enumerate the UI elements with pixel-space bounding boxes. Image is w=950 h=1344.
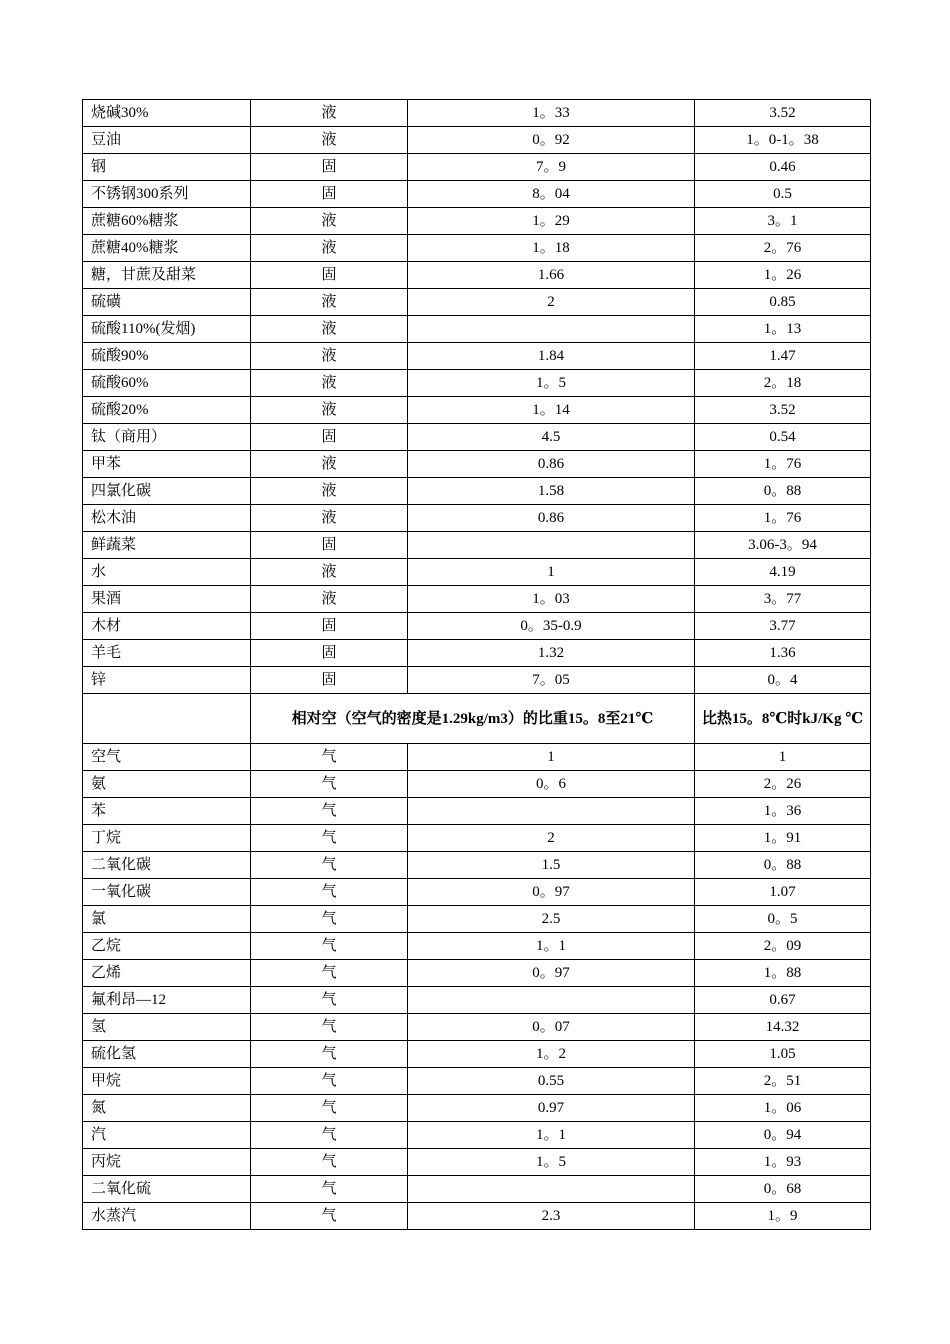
cell-specific-gravity: 4.5 (408, 424, 695, 451)
cell-specific-heat: 2。76 (695, 235, 871, 262)
header-cell-specific-heat: 比热15。8℃时kJ/Kg ℃ (695, 694, 871, 744)
cell-state: 固 (251, 667, 408, 694)
cell-material: 硫磺 (83, 289, 251, 316)
cell-specific-heat: 1 (695, 744, 871, 771)
cell-material: 硫酸90% (83, 343, 251, 370)
cell-specific-heat: 3.06-3。94 (695, 532, 871, 559)
table-row (83, 1122, 871, 1149)
cell-specific-heat: 3。77 (695, 586, 871, 613)
table-row (83, 532, 871, 559)
table-row (83, 879, 871, 906)
cell-specific-gravity: 1。33 (408, 100, 695, 127)
cell-specific-gravity: 1。29 (408, 208, 695, 235)
cell-specific-gravity: 0.86 (408, 505, 695, 532)
cell-material: 空气 (83, 744, 251, 771)
cell-specific-gravity: 1。1 (408, 933, 695, 960)
cell-specific-gravity: 1。2 (408, 1041, 695, 1068)
cell-state: 液 (251, 586, 408, 613)
table-row (83, 933, 871, 960)
cell-specific-gravity: 0.55 (408, 1068, 695, 1095)
cell-specific-gravity: 2.3 (408, 1203, 695, 1230)
table-row (83, 154, 871, 181)
cell-state: 液 (251, 505, 408, 532)
cell-material: 鲜蔬菜 (83, 532, 251, 559)
cell-specific-gravity (408, 532, 695, 559)
cell-material: 钛（商用） (83, 424, 251, 451)
cell-specific-heat: 1。0-1。38 (695, 127, 871, 154)
cell-specific-heat: 3。1 (695, 208, 871, 235)
cell-specific-heat: 1.05 (695, 1041, 871, 1068)
cell-state: 气 (251, 933, 408, 960)
table-row (83, 1176, 871, 1203)
cell-material: 丙烷 (83, 1149, 251, 1176)
cell-specific-gravity (408, 316, 695, 343)
table-row (83, 987, 871, 1014)
cell-specific-gravity: 0。07 (408, 1014, 695, 1041)
table-row (83, 1041, 871, 1068)
cell-specific-heat: 0。4 (695, 667, 871, 694)
cell-state: 气 (251, 1176, 408, 1203)
cell-material: 蔗糖60%糖浆 (83, 208, 251, 235)
cell-specific-heat: 2。26 (695, 771, 871, 798)
table-row (83, 235, 871, 262)
cell-specific-heat: 0.5 (695, 181, 871, 208)
cell-specific-gravity: 1.66 (408, 262, 695, 289)
cell-specific-gravity: 1.58 (408, 478, 695, 505)
cell-state: 液 (251, 235, 408, 262)
table-row (83, 451, 871, 478)
table-row (83, 960, 871, 987)
cell-state: 气 (251, 906, 408, 933)
cell-specific-heat: 2。09 (695, 933, 871, 960)
cell-specific-heat: 0.67 (695, 987, 871, 1014)
cell-specific-heat: 0.85 (695, 289, 871, 316)
cell-specific-gravity: 1。03 (408, 586, 695, 613)
table-row (83, 1068, 871, 1095)
cell-specific-gravity: 1。1 (408, 1122, 695, 1149)
cell-material: 甲烷 (83, 1068, 251, 1095)
cell-state: 气 (251, 798, 408, 825)
cell-material: 羊毛 (83, 640, 251, 667)
header-cell-material (83, 694, 251, 744)
cell-specific-heat: 2。18 (695, 370, 871, 397)
cell-state: 气 (251, 1041, 408, 1068)
cell-material: 糖，甘蔗及甜菜 (83, 262, 251, 289)
cell-state: 液 (251, 208, 408, 235)
table-row (83, 852, 871, 879)
cell-specific-heat: 1.36 (695, 640, 871, 667)
table-row (83, 667, 871, 694)
cell-state: 液 (251, 289, 408, 316)
cell-specific-gravity: 0。6 (408, 771, 695, 798)
cell-specific-heat: 3.52 (695, 397, 871, 424)
cell-state: 固 (251, 613, 408, 640)
cell-specific-heat: 0。68 (695, 1176, 871, 1203)
table-row (83, 825, 871, 852)
table-row (83, 505, 871, 532)
cell-material: 水蒸汽 (83, 1203, 251, 1230)
cell-specific-gravity (408, 1176, 695, 1203)
table-row (83, 640, 871, 667)
cell-state: 固 (251, 640, 408, 667)
cell-material: 锌 (83, 667, 251, 694)
cell-material: 苯 (83, 798, 251, 825)
cell-state: 固 (251, 262, 408, 289)
table-row (83, 1095, 871, 1122)
cell-specific-heat: 1.47 (695, 343, 871, 370)
cell-specific-gravity (408, 987, 695, 1014)
cell-state: 液 (251, 478, 408, 505)
cell-specific-gravity: 0。97 (408, 960, 695, 987)
cell-material: 一氧化碳 (83, 879, 251, 906)
cell-material: 硫酸110%(发烟) (83, 316, 251, 343)
cell-material: 氟利昂—12 (83, 987, 251, 1014)
cell-specific-heat: 4.19 (695, 559, 871, 586)
cell-specific-heat: 1。36 (695, 798, 871, 825)
table-section-header (83, 694, 871, 744)
cell-material: 烧碱30% (83, 100, 251, 127)
cell-specific-heat: 3.77 (695, 613, 871, 640)
table-row (83, 424, 871, 451)
table-row (83, 397, 871, 424)
cell-specific-gravity: 1。18 (408, 235, 695, 262)
cell-material: 硫酸60% (83, 370, 251, 397)
cell-state: 液 (251, 397, 408, 424)
cell-specific-gravity: 1.84 (408, 343, 695, 370)
cell-specific-heat: 1。9 (695, 1203, 871, 1230)
cell-state: 气 (251, 1149, 408, 1176)
table-row (83, 586, 871, 613)
table-row (83, 1149, 871, 1176)
cell-state: 气 (251, 1122, 408, 1149)
table-row (83, 1203, 871, 1230)
cell-specific-heat: 1.07 (695, 879, 871, 906)
cell-specific-heat: 2。51 (695, 1068, 871, 1095)
cell-specific-heat: 1。76 (695, 505, 871, 532)
cell-specific-heat: 1。13 (695, 316, 871, 343)
cell-specific-gravity: 2 (408, 289, 695, 316)
cell-material: 乙烷 (83, 933, 251, 960)
cell-specific-heat: 1。88 (695, 960, 871, 987)
cell-state: 气 (251, 852, 408, 879)
cell-state: 固 (251, 154, 408, 181)
cell-material: 汽 (83, 1122, 251, 1149)
table-body-top (83, 100, 871, 694)
cell-material: 乙烯 (83, 960, 251, 987)
cell-material: 木材 (83, 613, 251, 640)
cell-state: 气 (251, 1014, 408, 1041)
cell-material: 硫化氢 (83, 1041, 251, 1068)
cell-specific-gravity: 8。04 (408, 181, 695, 208)
cell-state: 气 (251, 987, 408, 1014)
cell-material: 二氧化硫 (83, 1176, 251, 1203)
table-row (83, 262, 871, 289)
cell-specific-gravity: 0.97 (408, 1095, 695, 1122)
cell-specific-heat: 1。91 (695, 825, 871, 852)
cell-state: 气 (251, 1095, 408, 1122)
cell-specific-gravity: 2 (408, 825, 695, 852)
cell-material: 氮 (83, 1095, 251, 1122)
table-row (83, 906, 871, 933)
cell-specific-heat: 1。06 (695, 1095, 871, 1122)
cell-state: 液 (251, 451, 408, 478)
table-row (83, 208, 871, 235)
cell-state: 液 (251, 559, 408, 586)
cell-specific-heat: 0.46 (695, 154, 871, 181)
cell-material: 钢 (83, 154, 251, 181)
cell-specific-heat: 0。88 (695, 852, 871, 879)
cell-material: 不锈钢300系列 (83, 181, 251, 208)
cell-specific-gravity: 0。92 (408, 127, 695, 154)
cell-state: 气 (251, 744, 408, 771)
cell-state: 气 (251, 879, 408, 906)
cell-state: 气 (251, 825, 408, 852)
table-row (83, 181, 871, 208)
table-row (83, 100, 871, 127)
cell-specific-gravity: 2.5 (408, 906, 695, 933)
cell-material: 果酒 (83, 586, 251, 613)
properties-table (82, 99, 871, 1230)
cell-state: 液 (251, 127, 408, 154)
cell-specific-gravity: 1 (408, 744, 695, 771)
table-row (83, 478, 871, 505)
table-row (83, 316, 871, 343)
cell-specific-gravity: 0。35-0.9 (408, 613, 695, 640)
cell-state: 固 (251, 424, 408, 451)
cell-material: 二氧化碳 (83, 852, 251, 879)
cell-specific-gravity: 1 (408, 559, 695, 586)
cell-state: 液 (251, 370, 408, 397)
table-row (83, 613, 871, 640)
cell-specific-heat: 3.52 (695, 100, 871, 127)
cell-state: 液 (251, 343, 408, 370)
table-row (83, 127, 871, 154)
table-row (83, 771, 871, 798)
table-row (83, 559, 871, 586)
cell-specific-gravity: 1.32 (408, 640, 695, 667)
cell-specific-heat: 1。76 (695, 451, 871, 478)
cell-specific-gravity: 1。5 (408, 370, 695, 397)
cell-state: 液 (251, 100, 408, 127)
header-cell-relative-gravity: 相对空（空气的密度是1.29kg/m3）的比重15。8至21℃ (251, 694, 695, 744)
cell-state: 气 (251, 1068, 408, 1095)
cell-state: 气 (251, 960, 408, 987)
cell-specific-gravity: 7。9 (408, 154, 695, 181)
cell-material: 甲苯 (83, 451, 251, 478)
cell-material: 氢 (83, 1014, 251, 1041)
cell-state: 液 (251, 316, 408, 343)
cell-state: 气 (251, 1203, 408, 1230)
cell-specific-heat: 0。94 (695, 1122, 871, 1149)
cell-specific-gravity: 1.5 (408, 852, 695, 879)
cell-state: 固 (251, 532, 408, 559)
cell-material: 蔗糖40%糖浆 (83, 235, 251, 262)
cell-state: 气 (251, 771, 408, 798)
table-row (83, 343, 871, 370)
cell-specific-heat: 0。5 (695, 906, 871, 933)
cell-specific-gravity: 1。5 (408, 1149, 695, 1176)
table-row (83, 744, 871, 771)
cell-material: 水 (83, 559, 251, 586)
cell-specific-heat: 1。26 (695, 262, 871, 289)
cell-material: 四氯化碳 (83, 478, 251, 505)
table-row (83, 1014, 871, 1041)
cell-specific-heat: 0.54 (695, 424, 871, 451)
cell-specific-heat: 14.32 (695, 1014, 871, 1041)
cell-state: 固 (251, 181, 408, 208)
cell-specific-gravity: 1。14 (408, 397, 695, 424)
table-body-bottom (83, 744, 871, 1230)
cell-specific-gravity (408, 798, 695, 825)
cell-specific-gravity: 0.86 (408, 451, 695, 478)
section-header-row (83, 694, 871, 744)
table-row (83, 289, 871, 316)
table-row (83, 798, 871, 825)
cell-material: 氨 (83, 771, 251, 798)
cell-material: 豆油 (83, 127, 251, 154)
cell-material: 丁烷 (83, 825, 251, 852)
cell-specific-gravity: 0。97 (408, 879, 695, 906)
table-row (83, 370, 871, 397)
cell-specific-heat: 1。93 (695, 1149, 871, 1176)
cell-specific-heat: 0。88 (695, 478, 871, 505)
cell-specific-gravity: 7。05 (408, 667, 695, 694)
cell-material: 氯 (83, 906, 251, 933)
cell-material: 硫酸20% (83, 397, 251, 424)
cell-material: 松木油 (83, 505, 251, 532)
